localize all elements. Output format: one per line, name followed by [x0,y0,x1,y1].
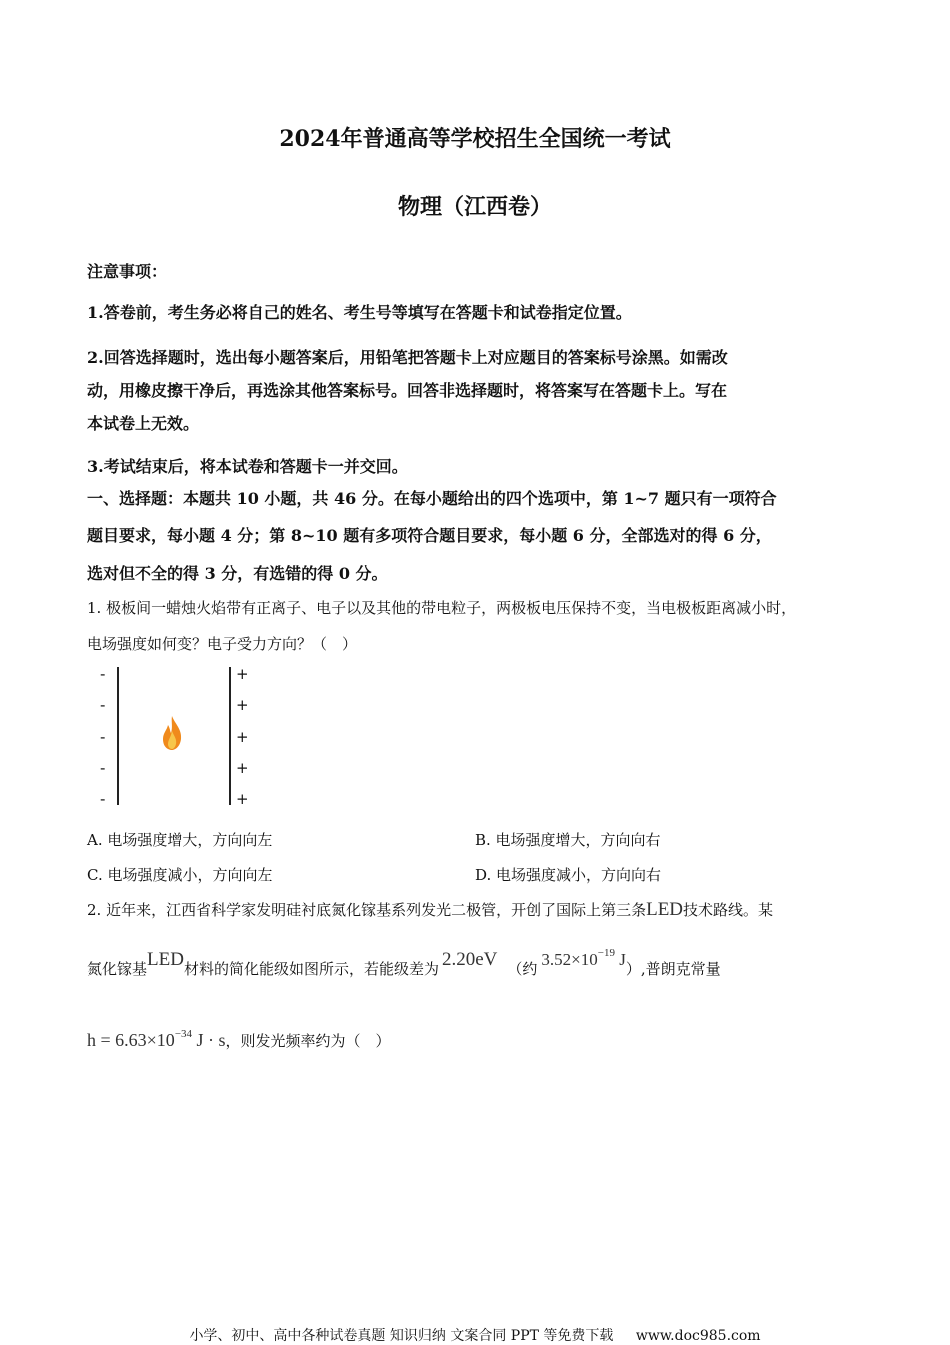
right-plate [229,667,231,805]
question-1-line-2: 电场强度如何变？电子受力方向？（ ） [87,635,358,653]
question-2-line-2 [87,947,721,980]
positive-sign: + [236,790,249,808]
negative-sign: - [100,665,106,683]
question-2-line-3-tail: ，则发光频率约为（ ） [225,1032,391,1050]
option-b: B. 电场强度增大，方向向右 [475,831,661,849]
exam-subtitle: 物理（江西卷） [397,194,552,220]
section-1-line-1: 一、选择题：本题共 10 小题，共 46 分。在每小题给出的四个选项中，第 1~7 题只有一项符合 [87,489,777,508]
flame-icon [161,715,183,751]
capacitor-figure [95,665,265,810]
energy-joule-unit: J [614,950,626,969]
planck-constant-base: h = 6.63×10 [87,1030,175,1050]
notice-item-2-line-1: 2.回答选择题时，选出每小题答案后，用铅笔把答题卡上对应题目的答案标号涂黑。如需改 [87,348,728,367]
energy-gap-value: 2.20eV [441,949,498,970]
option-a: A. 电场强度增大，方向向左 [87,831,273,849]
positive-sign: + [236,696,249,714]
question-1-line-1: 1. 极板间一蜡烛火焰带有正离子、电子以及其他的带电粒子，两极板电压保持不变，当电极板距离减小时， [87,599,797,617]
energy-joule-base: 3.52×10 [541,950,598,969]
notice-item-3: 3.考试结束后，将本试卷和答题卡一并交回。 [87,457,408,476]
option-d: D. 电场强度减小，方向向右 [475,866,662,884]
page-footer [0,1325,950,1345]
negative-sign: - [100,790,106,808]
energy-joule-exponent: −19 [597,947,615,959]
section-1-line-2: 题目要求，每小题 4 分；第 8~10 题有多项符合题目要求，每小题 6 分，全部选对的得 6 分， [87,526,772,545]
planck-constant-exponent: −34 [174,1028,193,1040]
footer-text: 小学、初中、高中各种试卷真题 知识归纳 文案合同 PPT 等免费下载 [189,1328,614,1344]
positive-sign: + [236,759,249,777]
approx-label: （约 [507,960,538,978]
planck-constant [87,1030,226,1050]
negative-sign: - [100,696,106,714]
notice-heading: 注意事项： [87,262,168,281]
left-plate [117,667,119,805]
exam-title: 2024年普通高等学校招生全国统一考试 [279,126,671,152]
question-2-line-1-text: 2. 近年来，江西省科学家发明硅衬底氮化镓基系列发光二极管，开创了国际上第三条 [87,901,647,919]
notice-item-2-line-2: 动，用橡皮擦干净后，再选涂其他答案标号。回答非选择题时，将答案写在答题卡上。写在 [87,381,728,400]
question-2-line-1-tail: 技术路线。某 [683,901,774,919]
question-2-line-3 [87,1030,391,1051]
positive-sign: + [236,665,249,683]
energy-joule-value [541,947,626,969]
led-term: LED [147,949,184,970]
question-2-line-2-tail: ）,普朗克常量 [625,960,721,978]
led-term: LED [646,899,684,920]
option-c: C. 电场强度减小，方向向左 [87,866,273,884]
question-2-line-1 [87,899,773,921]
question-2-line-2-mid: 材料的简化能级如图所示，若能级差为 [183,960,439,978]
notice-item-1: 1.答卷前，考生务必将自己的姓名、考生号等填写在答题卡和试卷指定位置。 [87,303,632,322]
section-1-line-3: 选对但不全的得 3 分，有选错的得 0 分。 [87,564,388,583]
footer-url[interactable]: www.doc985.com [635,1328,761,1344]
planck-constant-unit: J · s [192,1030,226,1050]
negative-sign: - [100,759,106,777]
notice-item-2-line-3: 本试卷上无效。 [87,414,200,433]
question-2-line-2-text: 氮化镓基 [87,960,148,978]
positive-sign: + [236,728,249,746]
negative-sign: - [100,728,106,746]
